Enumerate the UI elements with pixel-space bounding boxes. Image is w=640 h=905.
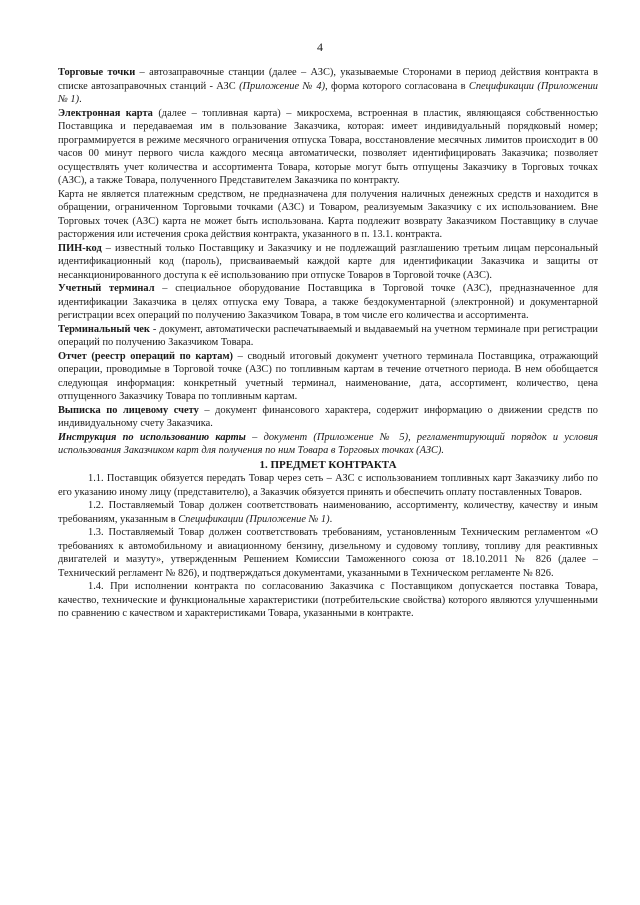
- ref: Спецификации (Приложении № 1): [58, 80, 598, 106]
- term: Инструкция по использованию карты: [58, 431, 246, 443]
- term: Выписка по лицевому счету: [58, 404, 199, 416]
- term: Терминальный чек: [58, 323, 150, 335]
- clause-1-2: [58, 499, 598, 526]
- definition-report: [58, 350, 598, 404]
- definition-receipt: [58, 323, 598, 350]
- clause-1-1: 1.1. Поставщик обязуется передать Товар через сеть – АЗС с использованием топливных карт Заказчику либо по его указанию иному лицу (представителю), а Заказчик обязуется принять и обеспечить оплату поставленных Товаров.: [58, 473, 598, 498]
- clause-1-3: 1.3. Поставляемый Товар должен соответствовать требованиям, установленным Техническим регламентом «О требованиях к автомобильному и авиационному бензину, дизельному и судовому топливу, топливу для реактивных двигателей и мазуту», утвержденным Решением Комиссии Таможенного союза от 18.10.2011 № 826 (далее – Технический регламент № 826), и подтверждаться документами, указанными в Техническом регламенте № 826.: [58, 527, 598, 579]
- definition-text: – документ (Приложение № 5), регламентирующий порядок и условия использования Заказчиком карт для получения по ним Товара в Торговых точках (АЗС).: [58, 431, 598, 457]
- ref: Спецификации (Приложение № 1): [178, 513, 330, 525]
- term: Электронная карта: [58, 107, 153, 119]
- clause-1-4: 1.4. При исполнении контракта по согласованию Заказчика с Поставщиком допускается поставка Товара, качество, технические и функциональные характеристики (потребительские свойства) которого являются улучшенными по сравнению с качеством и характеристиками Товара, указанными в контракте.: [58, 581, 598, 620]
- definition-text: (далее – топливная карта) – микросхема, встроенная в пластик, являющаяся собственностью Поставщика и передаваемая им в пользование Заказчика, которая: имеет индивидуальный порядковый номер; программируется в режиме месячного ограничения отпуска Товара, восстановление месячных лимитов происходит в 00 часов 00 минут первого числа каждого месяца автоматически, позволяет идентифицировать Заказчика; позволяет осуществлять учет количества и ассортимента Товара, которые могут быть отпущены Заказчику в Торговых точках (АЗС), а также Товара, полученного Представителем Заказчика по контракту.: [58, 107, 598, 187]
- page-number: 4: [317, 40, 323, 54]
- definition-text: – специальное оборудование Поставщика в Торговой точке (АЗС), предназначенное для идентификации Заказчика в целях отпуска ему Товара, а также бездокументарной (электронной) и документарной регистрации всех операций по получению Заказчиком Товара, в том числе его количества и ассортимента.: [58, 283, 599, 322]
- definition-text: .: [79, 94, 82, 106]
- ref: (Приложение № 4): [239, 80, 326, 92]
- definition-terminal: [58, 282, 598, 323]
- definition-pin: [58, 242, 598, 283]
- term: ПИН-код: [58, 242, 102, 254]
- definition-text: – документ финансового характера, содержит информацию о движении средств по индивидуальному счету Заказчика.: [58, 404, 598, 430]
- definition-electronic-card: [58, 107, 598, 188]
- definition-text: – автозаправочные станции (далее – АЗС), указываемые Сторонами в период действия контракта в списке автозаправочных станций - АЗС: [58, 67, 599, 92]
- definition-text: – сводный итоговый документ учетного терминала Поставщика, отражающий операции, проводимые в Торговой точке (АЗС) по топливным картам в течение отчетного периода. В нем обобщается следующая информация: конкретный учетный терминал, наименование, дата, ассортимент, количество, цена отпущенного Заказчику Товара по топливным картам.: [58, 350, 598, 403]
- term: Торговые точки: [58, 67, 136, 78]
- clause-text: .: [329, 513, 333, 525]
- definition-text: , форма которого согласована в: [325, 80, 469, 92]
- term: Учетный терминал: [58, 283, 155, 295]
- term: Отчет (реестр операций по картам): [58, 350, 234, 362]
- document-body: [58, 66, 598, 621]
- definition-text: - документ, автоматически распечатываемый и выдаваемый на учетном терминале при регистрации операций по получению Заказчиком Товара.: [58, 323, 598, 349]
- section-title: 1. ПРЕДМЕТ КОНТРАКТА: [259, 458, 397, 471]
- card-note: Карта не является платежным средством, не предназначена для получения наличных денежных средств и находится в обращении, ограниченном Торговыми точками (АЗС) и Товаром, реализуемым Заказчику с их использованием. Вне Торговых точек (АЗС) карта не может быть использована. Карта подлежит возврату Заказчиком Поставщику в случае расторжения или истечения срока действия контракта, указанного в п. 13.1. контракта.: [58, 188, 598, 241]
- definition-text: – известный только Поставщику и Заказчику и не подлежащий разглашению третьим лицам персональный идентификационный код (пароль), присваиваемый каждой карте для идентификации Заказчика и защиты от несанкционированного доступа к её использованию при отпуске Товаров в Торговой точке (АЗС).: [58, 242, 598, 281]
- clause-text: 1.2. Поставляемый Товар должен соответствовать наименованию, ассортименту, количеству, качеству и иным требованиям, указанным в: [58, 500, 598, 525]
- definition-instruction: [58, 431, 598, 458]
- definition-statement: [58, 404, 598, 431]
- definition-trade-points: [58, 66, 598, 107]
